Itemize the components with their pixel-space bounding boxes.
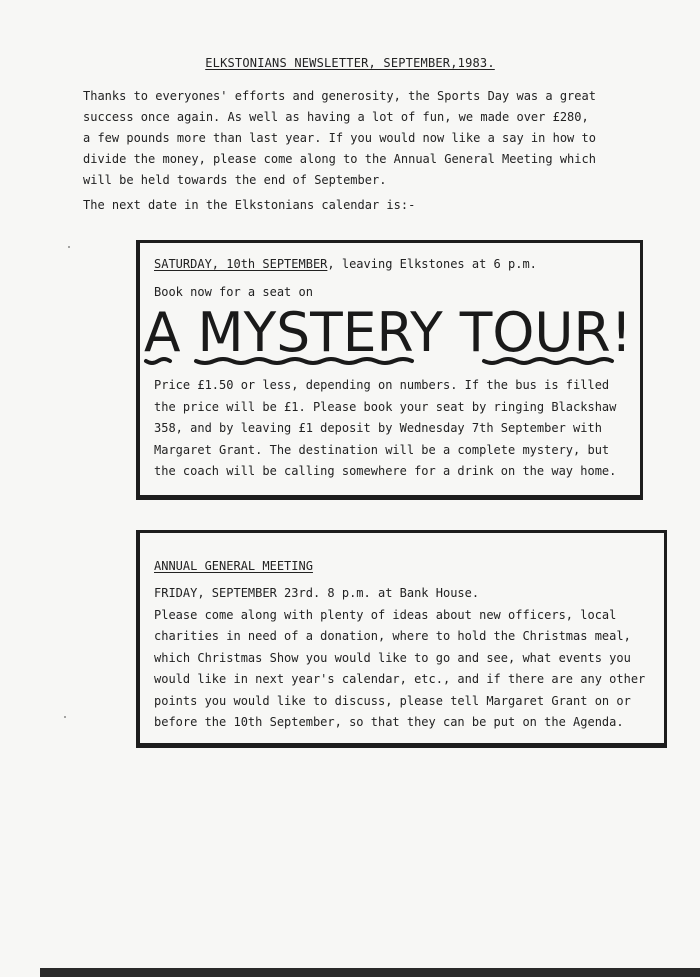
agm-details xyxy=(154,583,660,734)
intro-line: success once again. As well as having a lot of fun, we made over £280, xyxy=(83,110,589,124)
intro-line: divide the money, please come along to the Annual General Meeting which xyxy=(83,152,596,166)
intro-line: will be held towards the end of September. xyxy=(83,173,387,187)
mystery-tour-headline-text: A MYSTERY TOUR! xyxy=(144,301,632,364)
next-date-text: The next date in the Elkstonians calendar is:- xyxy=(83,198,416,212)
intro-line: Thanks to everyones' efforts and generosity, the Sports Day was a great xyxy=(83,89,596,103)
agm-detail-line: points you would like to discuss, please tell Margaret Grant on or xyxy=(154,693,631,708)
agm-detail-line: before the 10th September, so that they can be put on the Agenda. xyxy=(154,715,624,729)
scan-speck xyxy=(68,246,70,248)
tour-book-text: Book now for a seat on xyxy=(154,285,313,299)
tour-details xyxy=(154,375,636,483)
newsletter-title: ELKSTONIANS NEWSLETTER, SEPTEMBER,1983. xyxy=(205,56,495,70)
tour-detail-line: the price will be £1. Please book your seat by ringing Blackshaw xyxy=(154,399,617,414)
agm-detail-line: charities in need of a donation, where to hold the Christmas meal, xyxy=(154,629,631,643)
agm-detail-line: would like in next year's calendar, etc., and if there are any other xyxy=(154,672,646,686)
mystery-tour-box xyxy=(136,240,643,500)
agm-heading: ANNUAL GENERAL MEETING xyxy=(154,559,313,573)
tour-date-label: SATURDAY, 10th SEPTEMBER xyxy=(154,257,328,271)
tour-date-rest: , leaving Elkstones at 6 p.m. xyxy=(327,257,537,271)
tour-detail-line: Price £1.50 or less, depending on numbers. If the bus is filled xyxy=(154,378,610,392)
tour-date-line xyxy=(154,257,537,271)
agm-box xyxy=(136,530,667,748)
scan-speck xyxy=(64,716,66,718)
tour-detail-line: the coach will be calling somewhere for a drink on the way home. xyxy=(154,464,617,478)
intro-paragraph xyxy=(83,86,643,191)
agm-detail-line: which Christmas Show you would like to go and see, what events you xyxy=(154,650,631,665)
scan-edge-bar xyxy=(40,968,700,977)
tour-detail-line: 358, and by leaving £1 deposit by Wednesday 7th September with xyxy=(154,421,602,435)
mystery-tour-headline xyxy=(140,299,640,367)
agm-detail-line: FRIDAY, SEPTEMBER 23rd. 8 p.m. at Bank House. xyxy=(154,586,480,600)
tour-detail-line: Margaret Grant. The destination will be a complete mystery, but xyxy=(154,442,610,457)
agm-detail-line: Please come along with plenty of ideas about new officers, local xyxy=(154,607,617,622)
intro-line: a few pounds more than last year. If you would now like a say in how to xyxy=(83,131,596,145)
